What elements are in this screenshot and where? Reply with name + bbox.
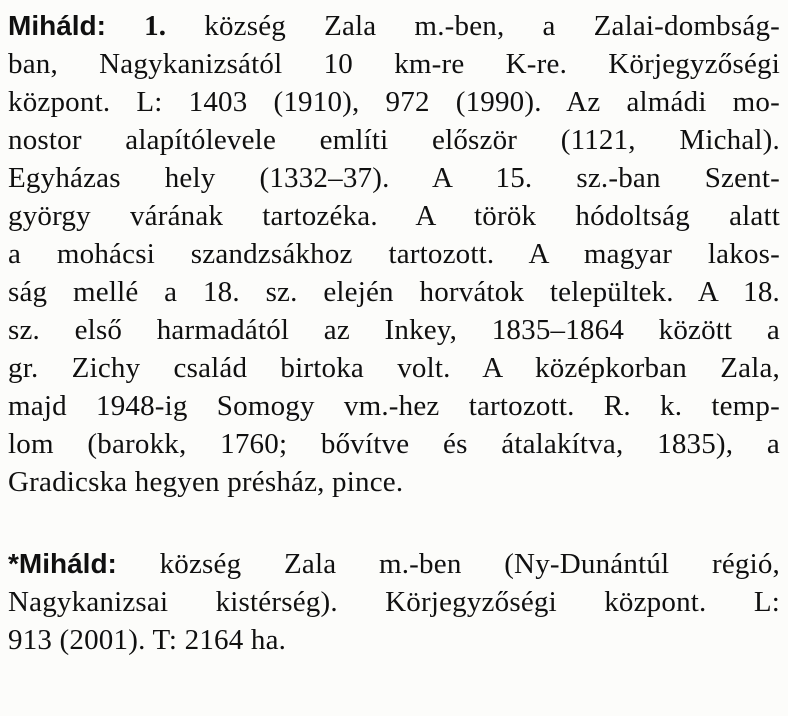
- text-line: Nagykanizsai kistérség). Körjegyzőségi központ. L:: [8, 586, 780, 618]
- text-line: központ. L: 1403 (1910), 972 (1990). Az almádi mo-: [8, 86, 780, 118]
- text-line: a mohácsi szandzsákhoz tartozott. A magyar lakos-: [8, 238, 780, 270]
- text-line: 913 (2001). T: 2164 ha.: [8, 624, 287, 656]
- text-line: nostor alapítólevele említi először (1121, Michal).: [8, 124, 780, 156]
- text-line: gr. Zichy család birtoka volt. A középkorban Zala,: [8, 352, 780, 384]
- text-line: györgy várának tartozéka. A török hódoltság alatt: [8, 200, 780, 232]
- text-line: majd 1948-ig Somogy vm.-hez tartozott. R. k. temp-: [8, 390, 780, 422]
- text-line: Egyházas hely (1332–37). A 15. sz.-ban Szent-: [8, 162, 780, 194]
- text-line: lom (barokk, 1760; bővítve és átalakítva, 1835), a: [8, 428, 780, 460]
- text-line: ban, Nagykanizsától 10 km-re K-re. Körjegyzőségi: [8, 48, 780, 80]
- dictionary-entry-mihald-2: [8, 545, 780, 659]
- dictionary-entry-mihald-1: [8, 7, 780, 501]
- text-line-fragment: község Zala m.-ben (Ny-Dunántúl régió,: [159, 548, 780, 580]
- text-line: [8, 545, 780, 583]
- text-line: ság mellé a 18. sz. elején horvátok települtek. A 18.: [8, 276, 780, 308]
- text-line: Gradicska hegyen présház, pince.: [8, 466, 404, 498]
- text-line: sz. első harmadától az Inkey, 1835–1864 között a: [8, 314, 780, 346]
- text-line: [8, 7, 780, 45]
- text-line-fragment: község Zala m.-ben, a Zalai-dombság-: [204, 10, 780, 42]
- entry-sense-number: 1.: [144, 10, 167, 42]
- entry-headword: Miháld:: [8, 10, 106, 41]
- entry-headword: *Miháld:: [8, 548, 117, 579]
